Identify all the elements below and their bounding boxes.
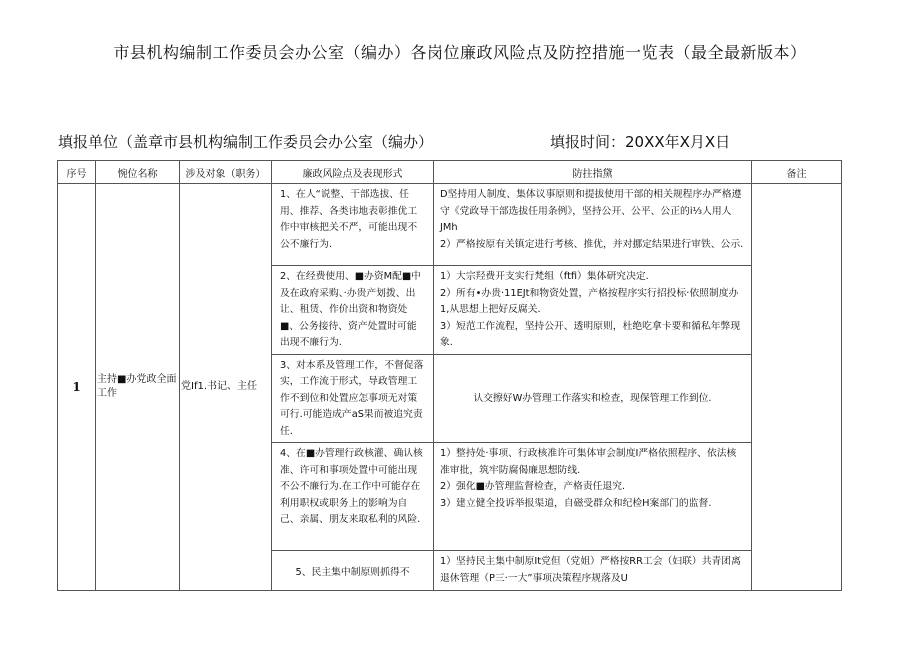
risk-cell [272,184,434,266]
post-cell: 主持■办党政全面工作 [96,184,180,591]
risk-text: 2、在经费使用、■办资M配■中及在政府采购、·办贵产划拨、出让、租赁、作价出资和物资处■、公务接待、资产处置时可能出现不廉行为. [280,271,421,348]
seq-cell: 1 [58,184,96,591]
fill-time: 填报时间：20XX年X月X日 [550,133,731,151]
risk-text: 1、在人“说整、干部选拔、任用、推荐、各类讳地表彰推优工作中审核把关不严，可能出现不公不廉行为. [280,189,418,250]
risk-cell [272,443,434,551]
remark-cell [752,184,842,591]
measure-item: 2）严格按原有关镇定进行考核、推优，并对挪定结果进行审铁、公示. [440,238,744,250]
risk-cell [272,551,434,591]
measure-item: 3）建立健全投诉举报渠道，自磁受群众和纪检H案部门的监督. [440,497,712,509]
col-header-remark: 备注 [752,161,842,184]
measure-item: 3）短范工作流程，坚持公开、透明原则，杜绝吃拿卡要和循私年弊现象. [440,320,741,348]
measure-item: 1）坚持民主集中制原It党但（党姐）严格按RR工会（妇联）共青团离退休管理（P三·一大”事项决策程序规落及U [440,556,741,584]
risk-cell [272,354,434,443]
measures-cell [434,266,752,355]
risk-cell [272,266,434,355]
measure-item: 1）大宗羟费开支实行梵组（ftfi）集体研究决定. [440,271,649,282]
document-title: 市县机构编制工作委员会办公室（编办）各岗位廉政风险点及防控措施一览表（最全最新版本） [113,43,807,62]
measure-item: 2）所有•办贵·11EJt和物资处置，产格按程序实行招投标·依照制度办1,从思想上把好反腐关. [440,287,739,315]
risk-table [57,160,842,591]
measure-item: 2）强化■办管理监督检查，产格责任退究. [440,481,626,492]
measure-item: D坚持用人制度、集体议事原则和提拔使用干部的相关规程序办严格遵守《党政导干部选拔任用条例》，坚持公开、公平、公正的i⅓人用人JMh [440,189,742,233]
fill-unit: 填报单位（盖章市县机构编制工作委员会办公室（编办） [58,133,434,151]
measure-item: 认交擦好W办管理工作落实和检查，现保管理工作到位. [473,392,712,404]
col-header-measures: 防拄指黛 [434,161,752,184]
measures-cell [434,443,752,551]
object-cell: 党If1.书记、主任 [180,184,272,591]
col-header-seq: 序号 [58,161,96,184]
measures-cell [434,354,752,443]
measures-cell [434,551,752,591]
table-header-row [58,161,842,184]
col-header-object: 涉及对象（职务） [180,161,272,184]
measure-item: 1）整持处·事项、行政核准许可集体审会制度I严格依照程序、依法核准审批，筑牢防腐偈廉思想防线. [440,448,737,476]
table-row [58,184,842,266]
risk-text: 5、民主集中制原则抓得不 [295,567,410,578]
measures-cell [434,184,752,266]
risk-text: 4、在■办管理行政核灌、确认核准、许可和事项处置中可能出现不公不廉行为.在工作中可能存在利用职权或职务上的影响为自己、亲属、朋友来取私利的风险. [280,448,423,525]
col-header-risk: 廉政风险点及表现形式 [272,161,434,184]
risk-text: 3、对本系及管理工作，不督促落实，工作流于形式，导政管理工作不到位和处置应怎事项无对策可行.可能造成产aS果而被追究责任. [280,359,424,437]
col-header-post: 惋位名称 [96,161,180,184]
